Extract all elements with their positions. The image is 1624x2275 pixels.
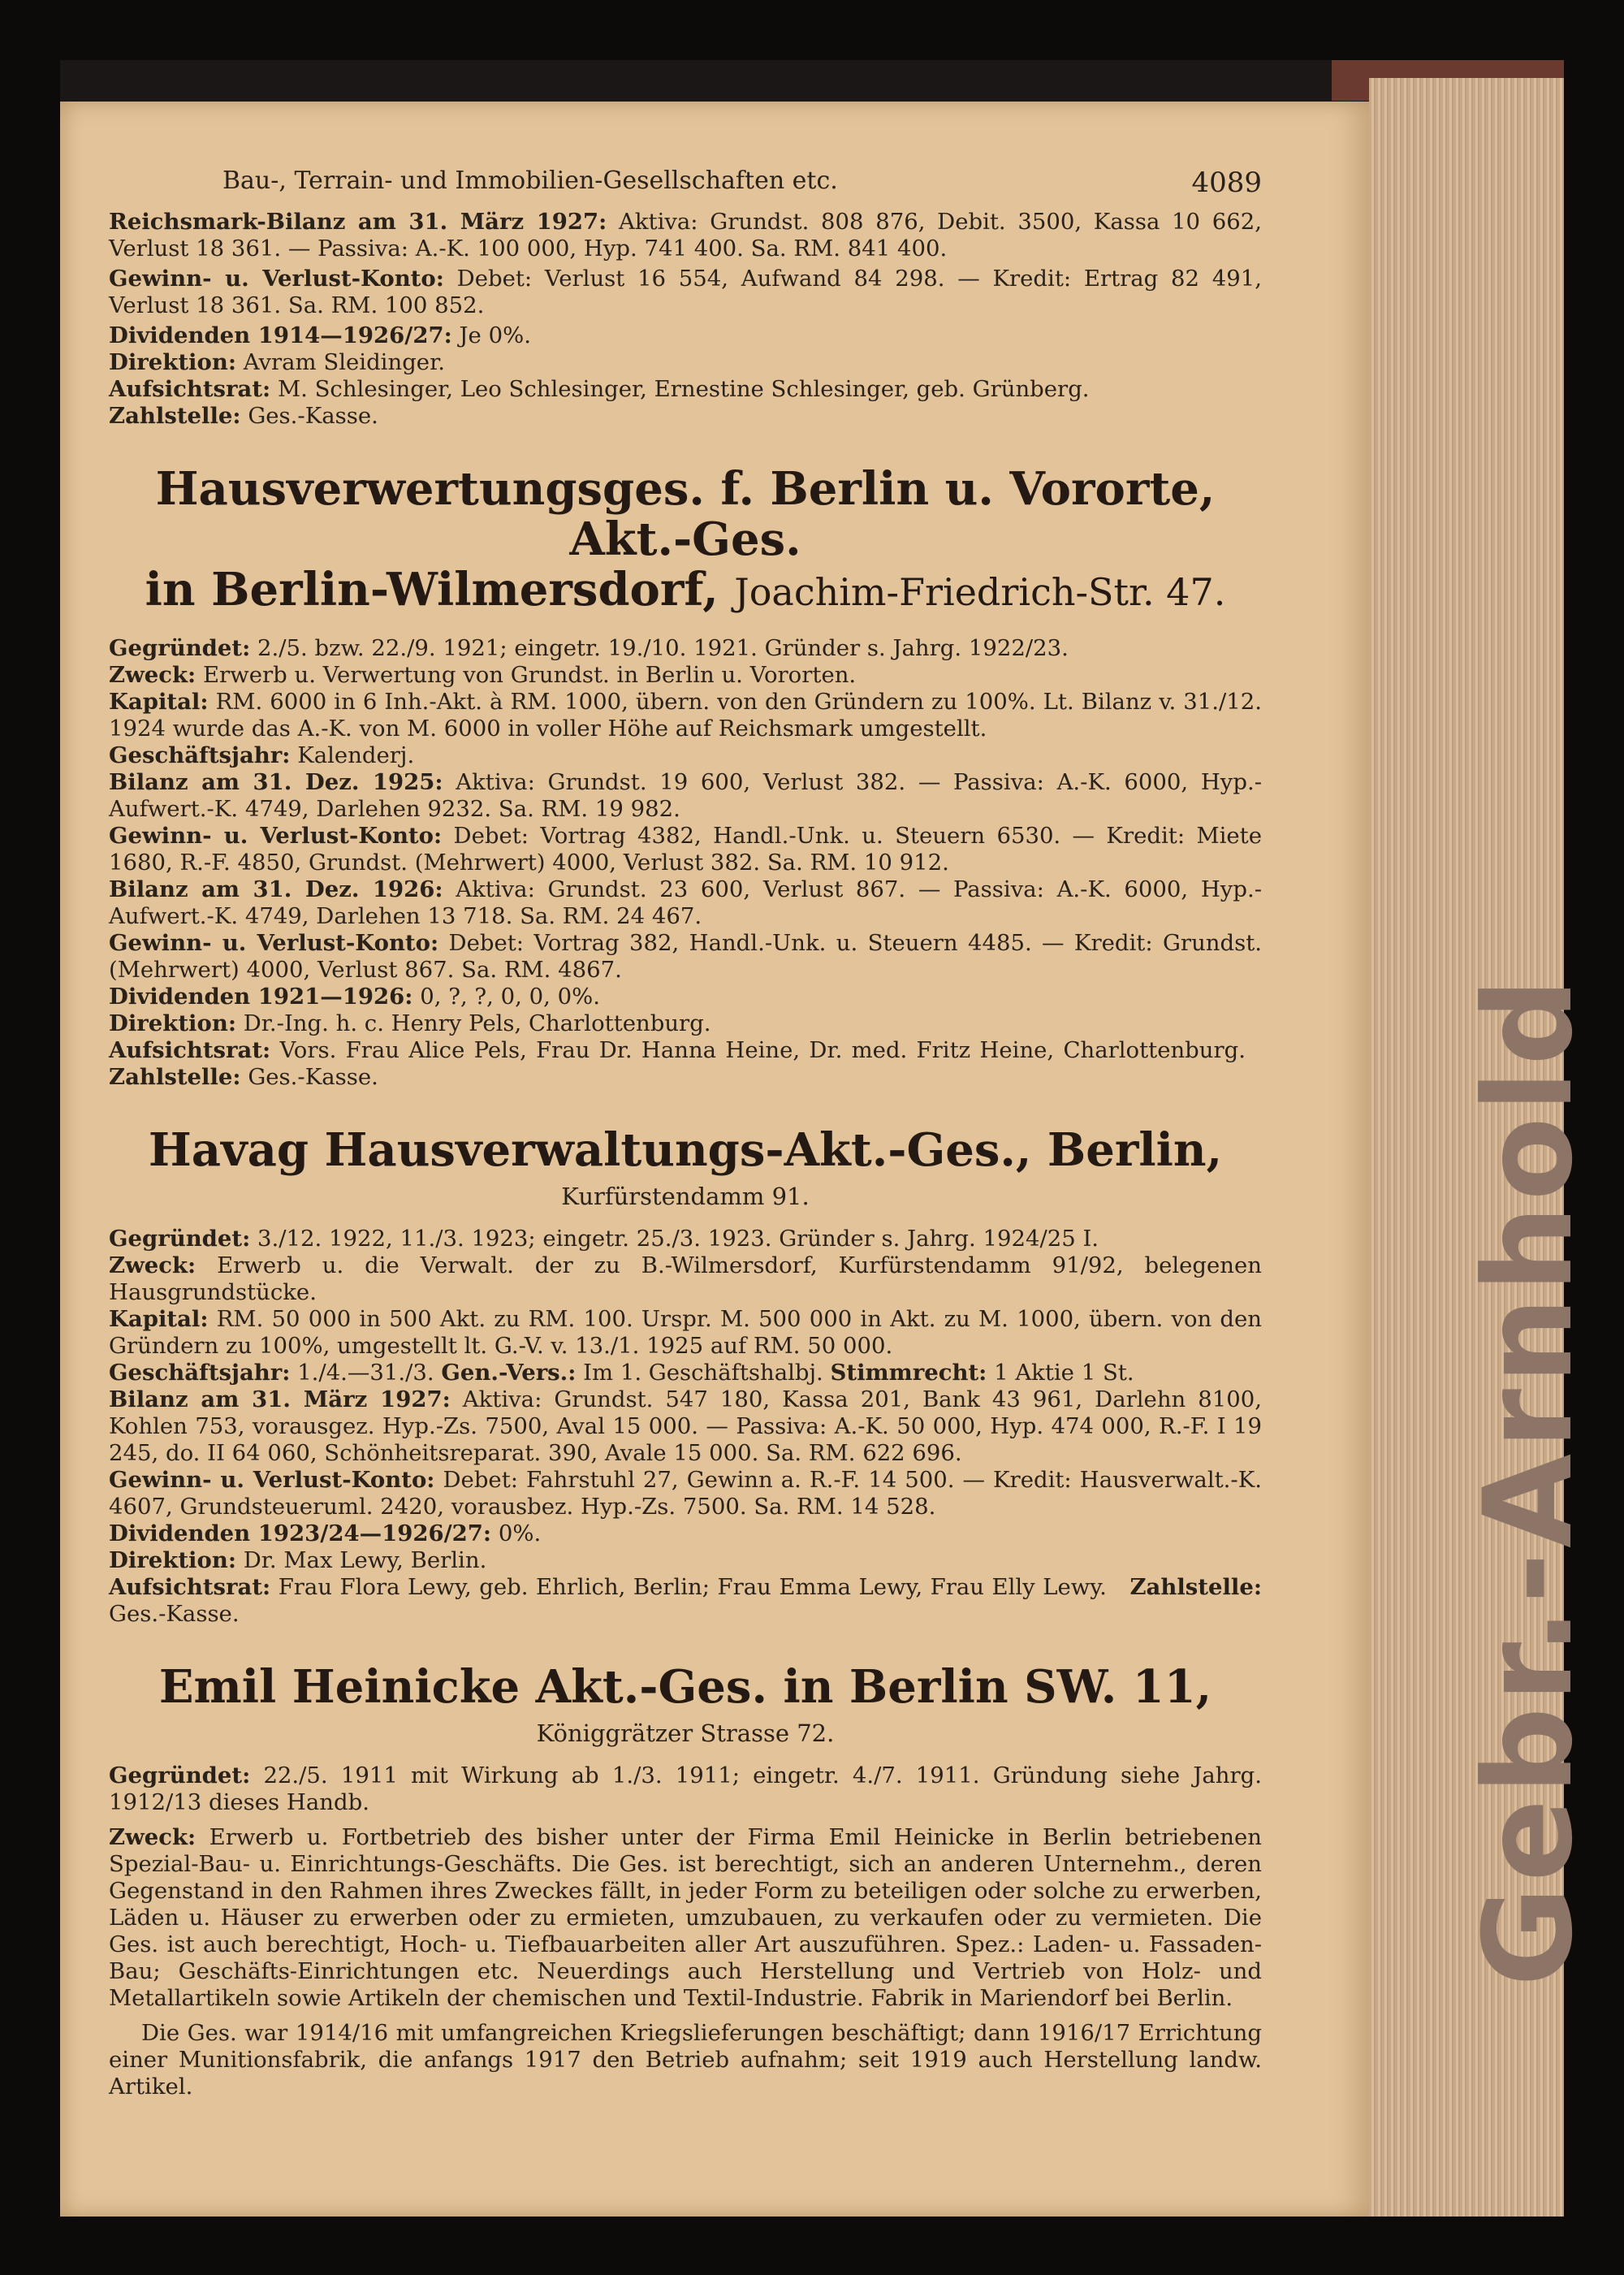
entry-bilanz-1927: Bilanz am 31. März 1927: Aktiva: Grundst. 547 180, Kassa 201, Bank 43 961, Darlehn 8100, Kohlen 753, vorausgez. Hyp.-Zs. 7500, Aval 15 000. — Passiva: A.-K. 50 000, Hyp. 474 000, R.-F. I 19 245, do. II 64 060, Schönheitsreparat. 390, Avale 15 000. Sa. RM. 622 696. <box>109 1386 1262 1466</box>
spine-stamp: Gebr.-Arnhold <box>1458 973 1600 1987</box>
entry-bilanz-1925: Bilanz am 31. Dez. 1925: Aktiva: Grundst. 19 600, Verlust 382. — Passiva: A.-K. 6000, Hyp.-Aufwert.-K. 4749, Darlehen 9232. Sa. RM. 19 982. <box>109 769 1262 822</box>
document-page <box>60 102 1369 2217</box>
entry-bilanz: Reichsmark-Bilanz am 31. März 1927: Aktiva: Grundst. 808 876, Debit. 3500, Kassa 10 662, Verlust 18 361. — Passiva: A.-K. 100 000, Hyp. 741 400. Sa. RM. 841 400. <box>109 209 1262 262</box>
book-page-edge <box>1369 78 1600 2217</box>
header-title: Bau-, Terrain- und Immobilien-Gesellschaften etc. <box>222 167 838 195</box>
company-havag <box>109 1125 1262 1628</box>
running-header <box>109 167 1262 209</box>
entry-geschaeftsjahr: Geschäftsjahr: 1./4.—31./3. Gen.-Vers.: Im 1. Geschäftshalbj. Stimmrecht: 1 Aktie 1 St. <box>109 1360 1134 1386</box>
entry-gegruendet: Gegründet: 22./5. 1911 mit Wirkung ab 1./3. 1911; eingetr. 4./7. 1911. Gründung siehe Jahrg. 1912/13 dieses Handb. <box>109 1762 1262 1815</box>
entry-aufsichtsrat: Aufsichtsrat: Frau Flora Lewy, geb. Ehrlich, Berlin; Frau Emma Lewy, Frau Elly Lewy. Zahlstelle: Ges.-Kasse. <box>109 1574 1262 1627</box>
page-content <box>109 167 1262 2107</box>
entry-zweck: Zweck: Erwerb u. die Verwalt. der zu B.-Wilmersdorf, Kurfürstendamm 91/92, belegenen Hausgrundstücke. <box>109 1252 1262 1305</box>
entry-geschaeftsjahr: Geschäftsjahr: Kalenderj. <box>109 742 415 768</box>
company-title: Emil Heinicke Akt.-Ges. in Berlin SW. 11, <box>158 1660 1212 1714</box>
entry-gewinn-verlust: Gewinn- u. Verlust-Konto: Debet: Fahrstuhl 27, Gewinn a. R.-F. 14 500. — Kredit: Hausverwalt.-K. 4607, Grundsteueruml. 2420, vorausbez. Hyp.-Zs. 7500. Sa. RM. 14 528. <box>109 1467 1262 1520</box>
entry-zweck: Zweck: Erwerb u. Verwertung von Grundst. in Berlin u. Vororten. <box>109 662 857 688</box>
company-address: Königgrätzer Strasse 72. <box>536 1719 835 1747</box>
entry-dividenden: Dividenden 1923/24—1926/27: 0%. <box>109 1520 542 1546</box>
entry-kapital: Kapital: RM. 50 000 in 500 Akt. zu RM. 100. Urspr. M. 500 000 in Akt. zu M. 1000, übern. von den Gründern zu 100%, umgestellt lt. G.-V. v. 13./1. 1925 auf RM. 50 000. <box>109 1306 1262 1359</box>
entry-direktion: Direktion: Avram Sleidinger. <box>109 349 445 375</box>
entry-bilanz-1926: Bilanz am 31. Dez. 1926: Aktiva: Grundst. 23 600, Verlust 867. — Passiva: A.-K. 6000, Hyp.-Aufwert.-K. 4749, Darlehen 13 718. Sa. RM. 24 467. <box>109 876 1262 929</box>
company-hausverwertungsges <box>109 464 1262 1091</box>
entry-aufsichtsrat: Aufsichtsrat: M. Schlesinger, Leo Schlesinger, Ernestine Schlesinger, geb. Grünberg. <box>109 376 1090 402</box>
entry-dividenden: Dividenden 1921—1926: 0, ?, ?, 0, 0, 0%. <box>109 984 600 1010</box>
entry-aufsichtsrat: Aufsichtsrat: Vors. Frau Alice Pels, Frau Dr. Hanna Heine, Dr. med. Fritz Heine, Charlottenburg. Zahlstelle: Ges.-Kasse. <box>109 1037 1246 1090</box>
entry-gv-1926: Gewinn- u. Verlust-Konto: Debet: Vortrag 382, Handl.-Unk. u. Steuern 4485. — Kredit: Grundst. (Mehrwert) 4000, Verlust 867. Sa. RM. 4867. <box>109 930 1262 983</box>
entry-direktion: Direktion: Dr.-Ing. h. c. Henry Pels, Charlottenburg. <box>109 1010 711 1036</box>
entry-history: Die Ges. war 1914/16 mit umfangreichen Kriegslieferungen beschäftigt; dann 1916/17 Errichtung einer Munitionsfabrik, die anfangs 1917 den Betrieb aufnahm; seit 1919 auch Herstellung landw. Artikel. <box>109 2020 1262 2100</box>
entry-dividenden: Dividenden 1914—1926/27: Je 0%. <box>109 322 531 348</box>
company-title: Havag Hausverwaltungs-Akt.-Ges., Berlin, <box>148 1123 1223 1177</box>
entry-gv-1925: Gewinn- u. Verlust-Konto: Debet: Vortrag 4382, Handl.-Unk. u. Steuern 6530. — Kredit: Miete 1680, R.-F. 4850, Grundst. (Mehrwert) 4000, Verlust 382. Sa. RM. 10 912. <box>109 823 1262 876</box>
top-section <box>109 209 1262 430</box>
entry-gegruendet: Gegründet: 2./5. bzw. 22./9. 1921; eingetr. 19./10. 1921. Gründer s. Jahrg. 1922/23. <box>109 635 1069 661</box>
entry-gewinn-verlust: Gewinn- u. Verlust-Konto: Debet: Verlust 16 554, Aufwand 84 298. — Kredit: Ertrag 82 491, Verlust 18 361. Sa. RM. 100 852. <box>109 266 1262 318</box>
entry-gegruendet: Gegründet: 3./12. 1922, 11./3. 1923; eingetr. 25./3. 1923. Gründer s. Jahrg. 1924/25 I. <box>109 1226 1099 1252</box>
entry-zweck: Zweck: Erwerb u. Fortbetrieb des bisher unter der Firma Emil Heinicke in Berlin betriebenen Spezial-Bau- u. Einrichtungs-Geschäfts. Die Ges. ist berechtigt, sich an anderen Unternehm., deren Gegenstand in den Rahmen ihres Zweckes fällt, in jeder Form zu beteiligen oder solche zu erwerben, Läden u. Häuser zu erwerben oder zu ermieten, umzubauen, zu verkaufen oder zu vermieten. Die Ges. ist auch berechtigt, Hoch- u. Tiefbauarbeiten aller Art auszuführen. Spez.: Laden- u. Fassaden-Bau; Geschäfts-Einrichtungen etc. Neuerdings auch Herstellung und Vertrieb von Holz- und Metallartikeln sowie Artikeln der chemischen und Textil-Industrie. Fabrik in Mariendorf bei Berlin. <box>109 1824 1262 2011</box>
company-address: Kurfürstendamm 91. <box>561 1183 810 1210</box>
entry-kapital: Kapital: RM. 6000 in 6 Inh.-Akt. à RM. 1000, übern. von den Gründern zu 100%. Lt. Bilanz v. 31./12. 1924 wurde das A.-K. von M. 6000 in voller Höhe auf Reichsmark umgestellt. <box>109 689 1262 742</box>
page-number: 4089 <box>1191 167 1262 199</box>
entry-direktion: Direktion: Dr. Max Lewy, Berlin. <box>109 1547 487 1573</box>
entry-zahlstelle: Zahlstelle: Ges.-Kasse. <box>109 403 378 429</box>
company-emil-heinicke <box>109 1662 1262 2100</box>
company-title: Hausverwertungsges. f. Berlin u. Vororte, Akt.-Ges. in Berlin-Wilmersdorf, Joachim-Friedrich-Str. 47. <box>145 462 1226 616</box>
